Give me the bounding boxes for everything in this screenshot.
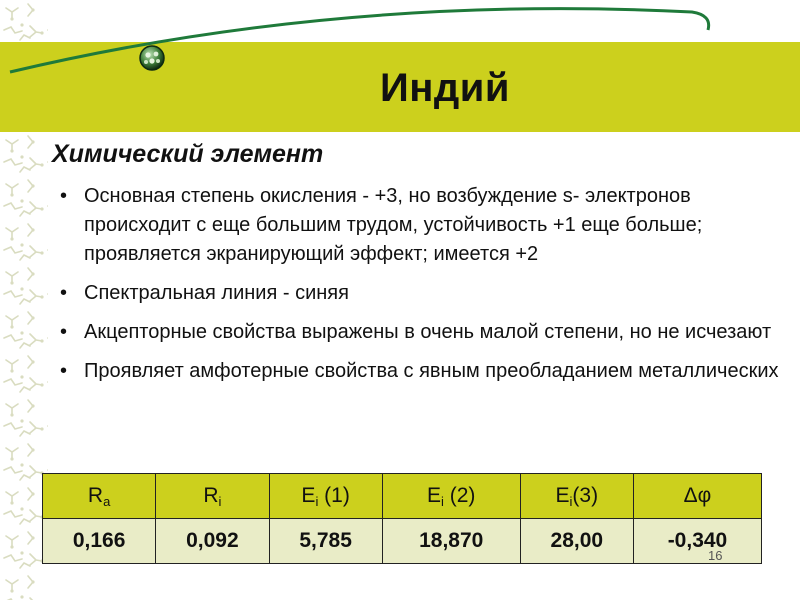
value-cell: -0,340 [633,519,761,564]
page-number: 16 [708,548,723,563]
slide-title: Индий [380,66,510,110]
properties-table [42,473,762,564]
bullet-item [60,318,782,347]
bullet-text: Основная степень окисления - +3, но возбуждение s- электронов происходит с еще большим трудом, устойчивость +1 еще больше; проявляется экранирующий эффект; имеется +2 [84,185,703,265]
bullet-item [60,357,782,386]
bullet-marker: • [60,321,68,343]
value-cell: 18,870 [382,519,520,564]
table-row [43,519,762,564]
table-header-row [43,474,762,519]
header-cell: $R_i$ [156,474,269,519]
bullet-text: Спектральная линия - синяя [84,282,349,304]
bullet-marker: • [60,185,68,207]
value-cell: 0,166 [43,519,156,564]
section-heading: Химический элемент [52,140,324,168]
bullet-marker: • [60,360,68,382]
header-cell: $E_i$ (2) [382,474,520,519]
value-cell: 0,092 [156,519,269,564]
header-cell: $E_i$ (1) [269,474,382,519]
bullet-item [60,182,782,269]
header-cell: $E_i(3)$ [520,474,633,519]
value-cell: 5,785 [269,519,382,564]
bullet-text: Проявляет амфотерные свойства с явным преобладанием металлических [84,360,779,382]
bullet-list [60,182,782,396]
header-cell: Δφ [633,474,761,519]
bullet-text: Акцепторные свойства выражены в очень малой степени, но не исчезают [84,321,772,343]
atom-icon [140,46,164,70]
bullet-marker: • [60,282,68,304]
bullet-item [60,279,782,308]
header-cell: $R_a$ [43,474,156,519]
value-cell: 28,00 [520,519,633,564]
